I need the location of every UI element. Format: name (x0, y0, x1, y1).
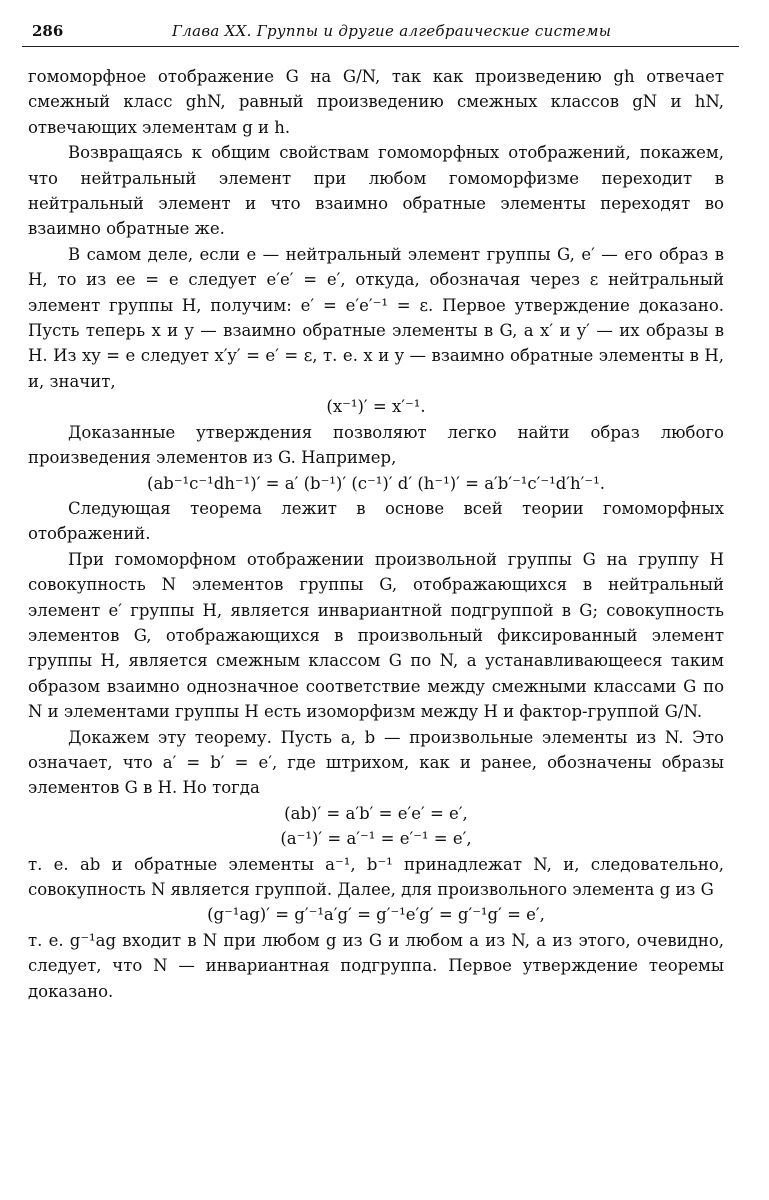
paragraph-invariant-subgroup: т. е. g⁻¹ag входит в N при любом g из G и любом a из N, а из этого, очевидно, следует, что N — инвариантная подгруппа. Первое утверждение теоремы доказано. (28, 930, 724, 1001)
formula-inverse-image: (x⁻¹)′ = x′⁻¹. (326, 397, 426, 417)
running-title: Глава XX. Группы и другие алгебраические системы (172, 22, 612, 40)
formula-conjugate: (g⁻¹ag)′ = g′⁻¹a′g′ = g′⁻¹e′g′ = g′⁻¹g′ = e′, (207, 905, 545, 925)
formula-inverse-in-kernel: (a⁻¹)′ = a′⁻¹ = e′⁻¹ = e′, (280, 829, 472, 849)
formula-product-example: (ab⁻¹c⁻¹dh⁻¹)′ = a′ (b⁻¹)′ (c⁻¹)′ d′ (h⁻¹)′ = a′b′⁻¹c′⁻¹d′h′⁻¹. (147, 473, 605, 493)
paragraph-proof-start: Докажем эту теорему. Пусть a, b — произвольные элементы из N. Это означает, что a′ = b′ = e′, где штрихом, как и ранее, обозначены образы элементов G в H. Но тогда (28, 727, 724, 798)
theorem-statement: При гомоморфном отображении произвольной группы G на группу H совокупность N элементов группы G, отображающихся в нейтральный элемент e′ группы H, является инвариантной подгруппой в G; совокупность элементов G, отображающихся в произвольный фиксированный элемент группы H, является смежным классом G по N, а устанавливающееся таким образом взаимно однозначное соответствие между смежными классами G по N и элементами группы H есть изоморфизм между H и фактор-группой G/N. (28, 549, 724, 722)
page-header (22, 20, 739, 47)
formula-product-in-kernel: (ab)′ = a′b′ = e′e′ = e′, (284, 803, 468, 823)
paragraph-theorem-intro: Следующая теорема лежит в основе всей теории гомоморфных отображений. (28, 498, 724, 544)
page-number: 286 (32, 22, 64, 40)
paragraph-proof-neutral: В самом деле, если e — нейтральный элемент группы G, e′ — его образ в H, то из ee = e следует e′e′ = e′, откуда, обозначая через ε нейтральный элемент группы H, получим: e′ = e′e′⁻¹ = ε. Первое утверждение доказано. Пусть теперь x и y — взаимно обратные элементы в G, а x′ и y′ — их образы в H. Из xy = e следует x′y′ = e′ = ε, т. е. x и y — взаимно обратные элементы в H, и, значит, (28, 244, 724, 391)
paragraph-kernel-group: т. е. ab и обратные элементы a⁻¹, b⁻¹ принадлежат N, и, следовательно, совокупность N является группой. Далее, для произвольного элемента g из G (28, 854, 724, 899)
page-body (28, 64, 724, 1004)
paragraph-continuation: гомоморфное отображение G на G/N, так как произведению gh отвечает смежный класс ghN, равный произведению смежных классов gN и hN, отвечающих элементам g и h. (28, 67, 724, 137)
paragraph-product-image: Доказанные утверждения позволяют легко найти образ любого произведения элементов из G. Например, (28, 422, 724, 468)
paragraph-neutral-element: Возвращаясь к общим свойствам гомоморфных отображений, покажем, что нейтральный элемент при любом гомоморфизме переходит в нейтральный элемент и что взаимно обратные элементы переходят во взаимно обратные же. (28, 143, 724, 239)
